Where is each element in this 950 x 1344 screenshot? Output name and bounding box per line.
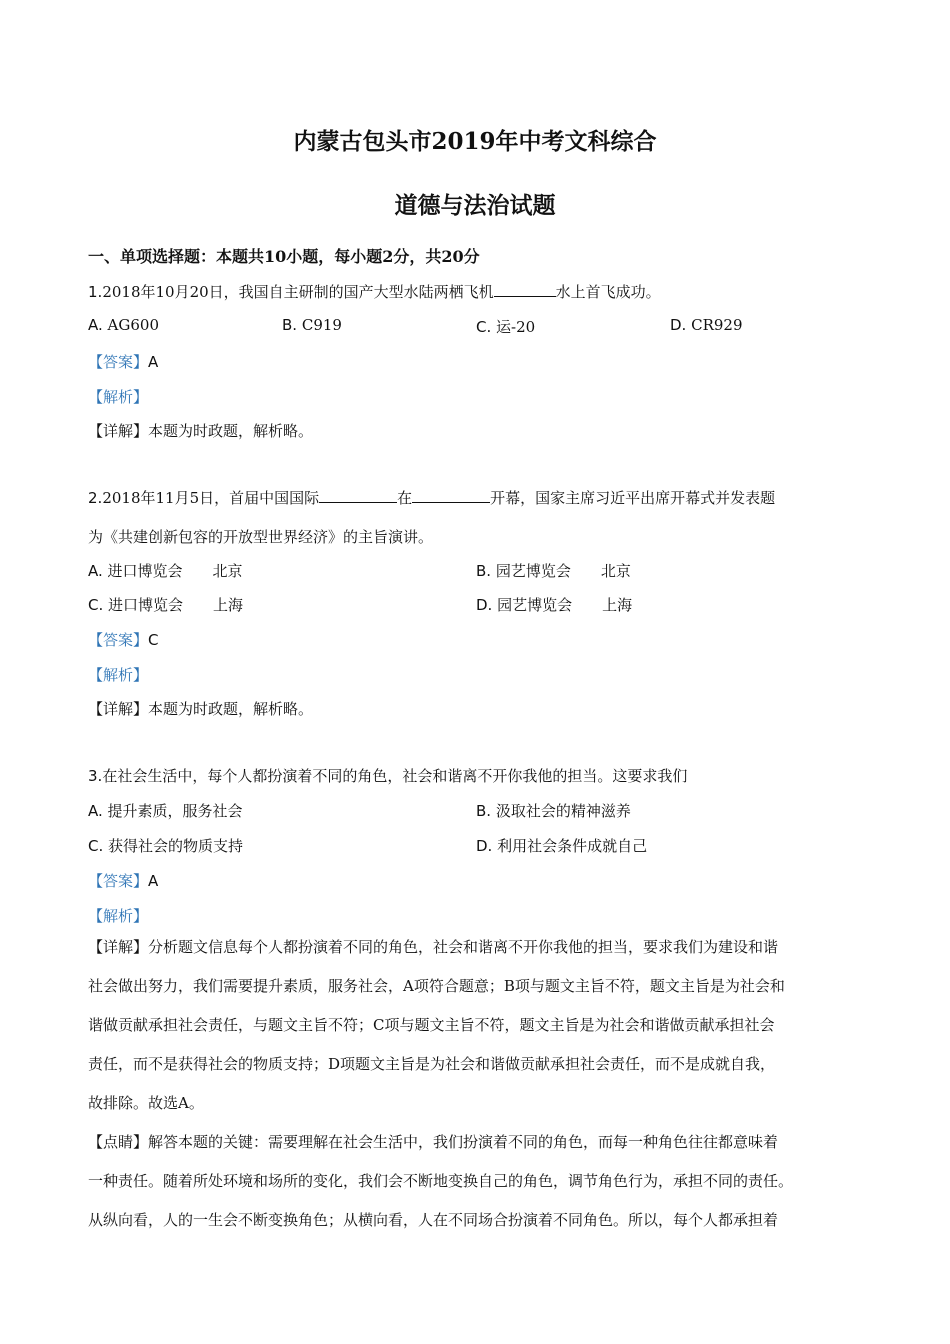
detail-line: 社会做出努力，我们需要提升素质，服务社会，A项符合题意；B项与题文主旨不符，题文主旨是为社会和	[88, 977, 785, 995]
detail-paragraph	[88, 928, 872, 1123]
detail-line: 谐做贡献承担社会责任，与题文主旨不符；C项与题文主旨不符，题文主旨是为社会和谐做贡献承担社会	[88, 1016, 775, 1034]
answer-line: 【答案】A	[88, 353, 159, 371]
answer-line: 【答案】C	[88, 631, 159, 649]
option-c: C. 获得社会的物质支持	[88, 837, 244, 855]
analysis-label: 【解析】	[88, 388, 149, 406]
option-c: C. 进口博览会 上海	[88, 596, 244, 614]
analysis-label: 【解析】	[88, 666, 149, 684]
question-3-stem: 3.在社会生活中，每个人都扮演着不同的角色，社会和谐离不开你我他的担当。这要求我们	[88, 767, 688, 785]
option-b: B. C919	[282, 316, 342, 334]
option-c: C. 运-20	[476, 318, 536, 336]
question-2-stem: 2.2018年11月5日，首届中国国际 在 开幕，国家主席习近平出席开幕式并发表题	[88, 489, 776, 507]
question-number: 2.	[88, 489, 103, 507]
option-a: A. 进口博览会 北京	[88, 562, 243, 580]
option-b: B. 汲取社会的精神滋养	[476, 802, 631, 820]
detail-line: 故排除。故选A。	[88, 1094, 204, 1112]
answer-blank	[494, 281, 556, 297]
comment-line: 一种责任。随着所处环境和场所的变化，我们会不断地变换自己的角色，调节角色行为，承担不同的责任。	[88, 1172, 794, 1190]
answer-line: 【答案】A	[88, 872, 159, 890]
comment-line: 【点睛】解答本题的关键：需要理解在社会生活中，我们扮演着不同的角色，而每一种角色往往都意味着	[88, 1133, 779, 1151]
option-d: D. CR929	[670, 316, 743, 334]
question-1-stem: 1.2018年10月20日，我国自主研制的国产大型水陆两栖飞机 水上首飞成功。	[88, 283, 661, 301]
answer-blank	[319, 487, 397, 503]
detail-line: 【详解】本题为时政题，解析略。	[88, 700, 314, 718]
question-2-stem-cont: 为《共建创新包容的开放型世界经济》的主旨演讲。	[88, 528, 434, 546]
document-title: 内蒙古包头市2019年中考文科综合	[293, 128, 657, 155]
question-number: 3.	[88, 767, 103, 785]
document-subtitle: 道德与法治试题	[394, 192, 556, 219]
comment-paragraph	[88, 1123, 872, 1240]
section-heading: 一、单项选择题：本题共10小题，每小题2分，共20分	[88, 247, 480, 266]
comment-line: 从纵向看，人的一生会不断变换角色；从横向看，人在不同场合扮演着不同角色。所以，每个人都承担着	[88, 1211, 779, 1229]
question-number: 1.	[88, 283, 103, 301]
option-a: A. 提升素质，服务社会	[88, 802, 243, 820]
detail-line: 【详解】分析题文信息每个人都扮演着不同的角色，社会和谐离不开你我他的担当，要求我们为建设和谐	[88, 938, 779, 956]
option-a: A. AG600	[88, 316, 159, 334]
detail-line: 【详解】本题为时政题，解析略。	[88, 422, 314, 440]
analysis-label: 【解析】	[88, 907, 149, 925]
detail-line: 责任，而不是获得社会的物质支持；D项题文主旨是为社会和谐做贡献承担社会责任，而不是成就自我，	[88, 1055, 776, 1073]
option-d: D. 园艺博览会 上海	[476, 596, 633, 614]
option-b: B. 园艺博览会 北京	[476, 562, 631, 580]
option-d: D. 利用社会条件成就自己	[476, 837, 648, 855]
answer-blank	[412, 487, 490, 503]
